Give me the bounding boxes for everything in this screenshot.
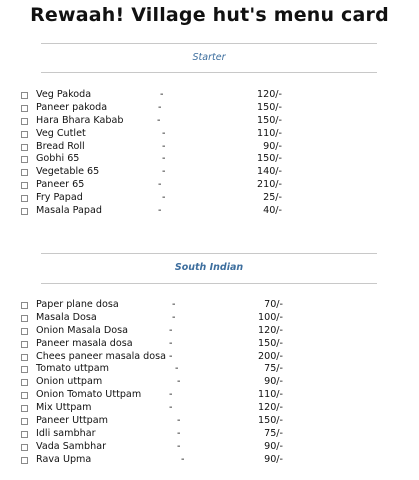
menu-item-name: Gobhi 65	[36, 153, 80, 165]
menu-item-name: Onion Tomato Uttpam	[36, 389, 142, 401]
menu-item-separator: -	[160, 89, 164, 100]
menu-item-separator: -	[177, 376, 181, 388]
menu-item-price: 140/-	[256, 166, 282, 178]
menu-item-row	[21, 454, 401, 467]
menu-item-price: 75/-	[264, 427, 283, 439]
checkbox[interactable]	[21, 341, 28, 348]
menu-item-row	[21, 441, 401, 454]
checkbox[interactable]	[21, 118, 28, 125]
menu-item-name: Vada Sambhar	[36, 440, 107, 452]
menu-item-price: 75/-	[264, 363, 283, 375]
menu-item-row	[21, 299, 401, 312]
menu-item-name: Mix Uttpam	[36, 402, 92, 414]
menu-item-price: 150/-	[256, 153, 282, 165]
menu-item-price: 25/-	[263, 192, 282, 204]
menu-item-row	[21, 363, 401, 376]
menu-item-price: 150/-	[257, 337, 283, 349]
menu-item-separator: -	[162, 127, 166, 139]
menu-item-separator: -	[172, 311, 176, 323]
menu-item-separator: -	[162, 192, 166, 204]
menu-item-price: 90/-	[263, 140, 282, 152]
menu-item-separator: -	[158, 205, 162, 217]
menu-item-separator: -	[175, 363, 179, 375]
checkbox[interactable]	[21, 182, 28, 189]
menu-item-price: 210/-	[256, 179, 282, 191]
starter-top-rule	[41, 43, 377, 44]
menu-item-row	[21, 402, 401, 415]
menu-item-row	[21, 338, 401, 351]
menu-item-row	[21, 351, 401, 364]
menu-item-price: 90/-	[264, 453, 283, 465]
menu-item-price: 120/-	[257, 402, 283, 414]
checkbox[interactable]	[21, 354, 28, 361]
menu-item-separator: -	[169, 350, 173, 362]
checkbox[interactable]	[21, 405, 28, 412]
checkbox[interactable]	[21, 208, 28, 215]
menu-item-price: 120/-	[257, 324, 283, 336]
menu-item-row	[21, 179, 401, 192]
checkbox[interactable]	[21, 195, 28, 202]
menu-item-price: 100/-	[257, 311, 283, 323]
menu-item-name: Paneer masala dosa	[36, 337, 133, 349]
menu-item-row	[21, 192, 401, 205]
menu-item-name: Chees paneer masala dosa	[36, 350, 167, 362]
south-indian-bottom-rule	[41, 283, 377, 284]
menu-item-row	[21, 325, 401, 338]
menu-item-name: Onion uttpam	[36, 376, 103, 388]
menu-item-price: 40/-	[263, 205, 282, 217]
section-title-starter: Starter	[192, 52, 226, 63]
menu-item-row	[21, 128, 401, 141]
menu-item-price: 200/-	[257, 350, 283, 362]
menu-item-name: Bread Roll	[36, 140, 85, 152]
menu-item-name: Masala Papad	[36, 205, 102, 217]
checkbox[interactable]	[21, 131, 28, 138]
menu-item-name: Hara Bhara Kabab	[36, 114, 124, 126]
menu-item-name: Tomato uttpam	[36, 363, 109, 375]
menu-item-separator: -	[158, 179, 162, 191]
starter-item-list	[21, 89, 401, 218]
menu-item-row	[21, 415, 401, 428]
menu-item-row	[21, 153, 401, 166]
checkbox[interactable]	[21, 418, 28, 425]
menu-item-price: 110/-	[257, 389, 283, 401]
menu-item-name: Idli sambhar	[36, 427, 96, 439]
menu-item-row	[21, 389, 401, 402]
menu-item-separator: -	[162, 166, 166, 178]
menu-item-separator: -	[162, 140, 166, 152]
checkbox[interactable]	[21, 444, 28, 451]
menu-item-name: Paneer Uttpam	[36, 415, 108, 427]
menu-item-row	[21, 115, 401, 128]
menu-item-separator: -	[177, 427, 181, 439]
menu-item-price: 70/-	[264, 299, 283, 310]
menu-item-row	[21, 89, 401, 102]
menu-item-row	[21, 141, 401, 154]
menu-item-name: Vegetable 65	[36, 166, 100, 178]
checkbox[interactable]	[21, 328, 28, 335]
menu-item-name: Paneer pakoda	[36, 101, 108, 113]
menu-item-separator: -	[158, 101, 162, 113]
section-title-south-indian: South Indian	[174, 262, 244, 273]
menu-item-separator: -	[169, 389, 173, 401]
checkbox[interactable]	[21, 366, 28, 373]
menu-item-separator: -	[181, 453, 185, 465]
menu-item-row	[21, 102, 401, 115]
checkbox[interactable]	[21, 457, 28, 464]
menu-item-price: 90/-	[264, 376, 283, 388]
menu-item-name: Fry Papad	[36, 192, 83, 204]
south-indian-item-list	[21, 299, 401, 467]
checkbox[interactable]	[21, 431, 28, 438]
menu-item-row	[21, 166, 401, 179]
menu-item-name: Veg Cutlet	[36, 127, 86, 139]
checkbox[interactable]	[21, 144, 28, 151]
menu-item-name: Onion Masala Dosa	[36, 324, 129, 336]
menu-item-price: 110/-	[256, 127, 282, 139]
south-indian-top-rule	[41, 253, 377, 254]
menu-item-row	[21, 312, 401, 325]
menu-item-separator: -	[169, 337, 173, 349]
checkbox[interactable]	[21, 156, 28, 163]
checkbox[interactable]	[21, 379, 28, 386]
checkbox[interactable]	[21, 169, 28, 176]
menu-item-price: 90/-	[264, 440, 283, 452]
checkbox[interactable]	[21, 105, 28, 112]
checkbox[interactable]	[21, 315, 28, 322]
menu-item-separator: -	[169, 324, 173, 336]
menu-item-name: Paneer 65	[36, 179, 85, 191]
menu-item-price: 150/-	[256, 101, 282, 113]
menu-item-name: Paper plane dosa	[36, 299, 119, 310]
menu-item-separator: -	[177, 440, 181, 452]
menu-item-separator: -	[157, 114, 161, 126]
menu-item-price: 150/-	[257, 415, 283, 427]
menu-item-row	[21, 376, 401, 389]
menu-item-name: Rava Upma	[36, 453, 92, 465]
checkbox[interactable]	[21, 302, 28, 309]
checkbox[interactable]	[21, 392, 28, 399]
menu-item-row	[21, 205, 401, 218]
menu-item-separator: -	[162, 153, 166, 165]
menu-item-separator: -	[169, 402, 173, 414]
menu-item-separator: -	[177, 415, 181, 427]
menu-item-price: 150/-	[256, 114, 282, 126]
menu-title: Rewaah! Village hut's menu card	[30, 4, 389, 26]
menu-item-row	[21, 428, 401, 441]
menu-item-price: 120/-	[256, 89, 282, 100]
menu-item-separator: -	[172, 299, 176, 310]
menu-item-name: Veg Pakoda	[36, 89, 92, 100]
starter-bottom-rule	[41, 72, 377, 73]
menu-item-name: Masala Dosa	[36, 311, 97, 323]
checkbox[interactable]	[21, 92, 28, 99]
